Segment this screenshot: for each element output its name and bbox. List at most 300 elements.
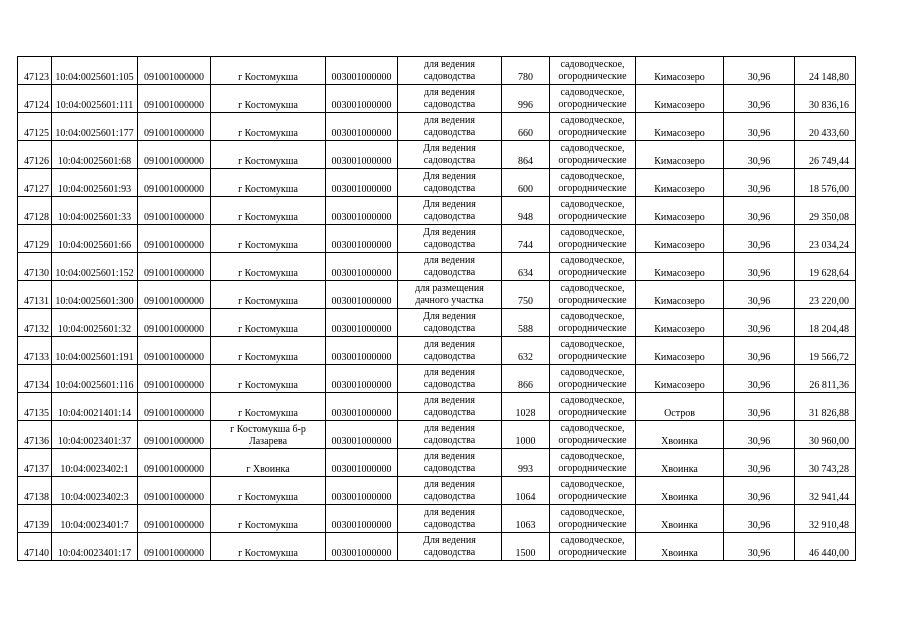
rate-cell: 30,96 [724, 85, 795, 113]
area-cell: 1500 [502, 533, 550, 561]
okato-code-cell: 091001000000 [138, 85, 211, 113]
area-cell: 744 [502, 225, 550, 253]
area-cell: 780 [502, 57, 550, 85]
permitted-use-cell [398, 253, 502, 281]
row-number-cell: 47135 [18, 393, 52, 421]
land-category-cell [550, 505, 636, 533]
land-category-cell [550, 113, 636, 141]
permitted-use-line: садоводства [423, 406, 476, 418]
location-cell [211, 337, 326, 365]
row-number-cell: 47126 [18, 141, 52, 169]
permitted-use-line: садоводства [423, 490, 476, 502]
cadastral-number-cell: 10:04:0023401:17 [52, 533, 138, 561]
land-category-line: садоводческое, [560, 114, 625, 126]
location-cell [211, 225, 326, 253]
cadastral-number-cell: 10:04:0025601:191 [52, 337, 138, 365]
permitted-use-cell [398, 365, 502, 393]
cadastral-number-cell: 10:04:0023401:37 [52, 421, 138, 449]
okato-code-cell: 091001000000 [138, 57, 211, 85]
table-row [18, 281, 856, 309]
land-category-line: огороднические [558, 518, 627, 530]
cadastral-value-cell: 18 576,00 [795, 169, 856, 197]
row-number-cell: 47127 [18, 169, 52, 197]
location-line: г Костомукша [238, 240, 298, 251]
row-number-cell: 47125 [18, 113, 52, 141]
cadastral-number-cell: 10:04:0025601:68 [52, 141, 138, 169]
cadastral-number-cell: 10:04:0025601:177 [52, 113, 138, 141]
okato-code-cell: 091001000000 [138, 533, 211, 561]
cadastral-value-cell: 26 749,44 [795, 141, 856, 169]
table-row [18, 309, 856, 337]
territory-cell: Кимасозеро [636, 85, 724, 113]
cadastral-value-cell: 23 220,00 [795, 281, 856, 309]
row-number-cell: 47136 [18, 421, 52, 449]
rate-cell: 30,96 [724, 337, 795, 365]
area-cell: 1000 [502, 421, 550, 449]
table-row [18, 253, 856, 281]
land-category-line: огороднические [558, 434, 627, 446]
area-cell: 1064 [502, 477, 550, 505]
location-cell [211, 85, 326, 113]
land-category-line: садоводческое, [560, 478, 625, 490]
oktmo-code-cell: 003001000000 [326, 85, 398, 113]
permitted-use-line: садоводства [423, 322, 476, 334]
table-row [18, 57, 856, 85]
permitted-use-line: для ведения [424, 506, 475, 518]
table-row [18, 113, 856, 141]
permitted-use-cell [398, 505, 502, 533]
row-number-cell: 47137 [18, 449, 52, 477]
land-category-line: огороднические [558, 294, 627, 306]
cadastral-value-cell: 30 836,16 [795, 85, 856, 113]
location-cell [211, 477, 326, 505]
cadastral-value-cell: 18 204,48 [795, 309, 856, 337]
permitted-use-line: садоводства [423, 210, 476, 222]
permitted-use-line: для ведения [424, 366, 475, 378]
location-cell [211, 281, 326, 309]
location-line: г Костомукша [238, 156, 298, 167]
location-line: г Костомукша [238, 492, 298, 503]
territory-cell: Кимасозеро [636, 141, 724, 169]
location-line: г Костомукша [238, 352, 298, 363]
location-line: г Костомукша [238, 268, 298, 279]
oktmo-code-cell: 003001000000 [326, 57, 398, 85]
permitted-use-line: садоводства [423, 378, 476, 390]
permitted-use-line: для ведения [424, 114, 475, 126]
permitted-use-cell [398, 57, 502, 85]
cadastral-value-cell: 30 743,28 [795, 449, 856, 477]
table-body [18, 57, 856, 561]
land-category-line: огороднические [558, 126, 627, 138]
okato-code-cell: 091001000000 [138, 449, 211, 477]
cadastral-number-cell: 10:04:0021401:14 [52, 393, 138, 421]
cadastral-number-cell: 10:04:0025601:116 [52, 365, 138, 393]
location-cell [211, 169, 326, 197]
cadastral-value-cell: 32 910,48 [795, 505, 856, 533]
area-cell: 660 [502, 113, 550, 141]
location-cell [211, 253, 326, 281]
location-cell [211, 449, 326, 477]
cadastral-value-cell: 30 960,00 [795, 421, 856, 449]
permitted-use-line: садоводства [423, 98, 476, 110]
table-row [18, 365, 856, 393]
cadastral-value-cell: 20 433,60 [795, 113, 856, 141]
land-category-line: садоводческое, [560, 534, 625, 546]
rate-cell: 30,96 [724, 309, 795, 337]
oktmo-code-cell: 003001000000 [326, 309, 398, 337]
oktmo-code-cell: 003001000000 [326, 449, 398, 477]
area-cell: 632 [502, 337, 550, 365]
location-line: г Костомукша б-р [230, 424, 306, 435]
table-row [18, 225, 856, 253]
cadastral-number-cell: 10:04:0023402:3 [52, 477, 138, 505]
permitted-use-cell [398, 477, 502, 505]
location-line: г Костомукша [238, 520, 298, 531]
land-category-cell [550, 85, 636, 113]
permitted-use-line: Для ведения [423, 534, 476, 546]
area-cell: 866 [502, 365, 550, 393]
land-category-cell [550, 281, 636, 309]
oktmo-code-cell: 003001000000 [326, 197, 398, 225]
land-category-cell [550, 337, 636, 365]
rate-cell: 30,96 [724, 533, 795, 561]
location-line: г Костомукша [238, 100, 298, 111]
permitted-use-line: Для ведения [423, 170, 476, 182]
permitted-use-line: садоводства [423, 182, 476, 194]
area-cell: 588 [502, 309, 550, 337]
land-category-cell [550, 225, 636, 253]
cadastral-number-cell: 10:04:0025601:152 [52, 253, 138, 281]
land-category-line: садоводческое, [560, 422, 625, 434]
permitted-use-line: для ведения [424, 422, 475, 434]
location-line: г Костомукша [238, 128, 298, 139]
cadastral-number-cell: 10:04:0025601:32 [52, 309, 138, 337]
oktmo-code-cell: 003001000000 [326, 477, 398, 505]
table-row [18, 421, 856, 449]
permitted-use-line: садоводства [423, 462, 476, 474]
territory-cell: Хвоинка [636, 421, 724, 449]
land-category-cell [550, 169, 636, 197]
area-cell: 750 [502, 281, 550, 309]
land-category-cell [550, 253, 636, 281]
row-number-cell: 47133 [18, 337, 52, 365]
cadastral-number-cell: 10:04:0025601:33 [52, 197, 138, 225]
rate-cell: 30,96 [724, 421, 795, 449]
okato-code-cell: 091001000000 [138, 253, 211, 281]
cadastral-value-cell: 46 440,00 [795, 533, 856, 561]
permitted-use-line: садоводства [423, 434, 476, 446]
permitted-use-cell [398, 85, 502, 113]
okato-code-cell: 091001000000 [138, 421, 211, 449]
land-category-line: садоводческое, [560, 450, 625, 462]
cadastral-number-cell: 10:04:0023402:1 [52, 449, 138, 477]
cadastral-number-cell: 10:04:0023401:7 [52, 505, 138, 533]
table-row [18, 197, 856, 225]
cadastral-value-cell: 19 566,72 [795, 337, 856, 365]
location-cell [211, 141, 326, 169]
territory-cell: Кимасозеро [636, 57, 724, 85]
rate-cell: 30,96 [724, 281, 795, 309]
permitted-use-cell [398, 337, 502, 365]
row-number-cell: 47138 [18, 477, 52, 505]
oktmo-code-cell: 003001000000 [326, 225, 398, 253]
table-row [18, 449, 856, 477]
territory-cell: Кимасозеро [636, 309, 724, 337]
permitted-use-line: Для ведения [423, 310, 476, 322]
okato-code-cell: 091001000000 [138, 505, 211, 533]
permitted-use-cell [398, 421, 502, 449]
land-category-line: огороднические [558, 182, 627, 194]
land-category-line: огороднические [558, 322, 627, 334]
land-category-line: садоводческое, [560, 338, 625, 350]
land-category-line: огороднические [558, 238, 627, 250]
permitted-use-cell [398, 449, 502, 477]
oktmo-code-cell: 003001000000 [326, 253, 398, 281]
area-cell: 634 [502, 253, 550, 281]
okato-code-cell: 091001000000 [138, 113, 211, 141]
cadastral-value-cell: 29 350,08 [795, 197, 856, 225]
permitted-use-line: Для ведения [423, 226, 476, 238]
permitted-use-cell [398, 169, 502, 197]
land-category-cell [550, 533, 636, 561]
oktmo-code-cell: 003001000000 [326, 393, 398, 421]
okato-code-cell: 091001000000 [138, 365, 211, 393]
row-number-cell: 47123 [18, 57, 52, 85]
row-number-cell: 47124 [18, 85, 52, 113]
area-cell: 1028 [502, 393, 550, 421]
location-cell [211, 309, 326, 337]
permitted-use-line: для ведения [424, 450, 475, 462]
land-category-cell [550, 393, 636, 421]
area-cell: 993 [502, 449, 550, 477]
table-row [18, 169, 856, 197]
permitted-use-line: для ведения [424, 58, 475, 70]
permitted-use-cell [398, 197, 502, 225]
land-category-line: садоводческое, [560, 86, 625, 98]
permitted-use-cell [398, 141, 502, 169]
land-category-line: садоводческое, [560, 170, 625, 182]
oktmo-code-cell: 003001000000 [326, 281, 398, 309]
permitted-use-line: садоводства [423, 154, 476, 166]
cadastral-value-cell: 19 628,64 [795, 253, 856, 281]
table-row [18, 477, 856, 505]
row-number-cell: 47129 [18, 225, 52, 253]
land-category-line: огороднические [558, 406, 627, 418]
territory-cell: Хвоинка [636, 449, 724, 477]
permitted-use-line: для ведения [424, 338, 475, 350]
cadastral-value-cell: 32 941,44 [795, 477, 856, 505]
row-number-cell: 47130 [18, 253, 52, 281]
location-line: г Костомукша [238, 324, 298, 335]
land-category-line: садоводческое, [560, 394, 625, 406]
okato-code-cell: 091001000000 [138, 281, 211, 309]
okato-code-cell: 091001000000 [138, 225, 211, 253]
location-line: г Костомукша [238, 212, 298, 223]
permitted-use-line: Для ведения [423, 142, 476, 154]
permitted-use-line: садоводства [423, 518, 476, 530]
location-line: г Костомукша [238, 408, 298, 419]
location-cell [211, 505, 326, 533]
cadastral-value-cell: 31 826,88 [795, 393, 856, 421]
permitted-use-line: дачного участка [415, 294, 484, 306]
cadastral-number-cell: 10:04:0025601:66 [52, 225, 138, 253]
cadastral-value-cell: 23 034,24 [795, 225, 856, 253]
land-category-line: огороднические [558, 98, 627, 110]
land-category-cell [550, 421, 636, 449]
okato-code-cell: 091001000000 [138, 337, 211, 365]
land-category-line: огороднические [558, 462, 627, 474]
table-row [18, 141, 856, 169]
rate-cell: 30,96 [724, 113, 795, 141]
area-cell: 600 [502, 169, 550, 197]
permitted-use-line: садоводства [423, 126, 476, 138]
land-category-line: садоводческое, [560, 254, 625, 266]
okato-code-cell: 091001000000 [138, 393, 211, 421]
permitted-use-line: для ведения [424, 254, 475, 266]
cadastral-value-cell: 24 148,80 [795, 57, 856, 85]
permitted-use-cell [398, 281, 502, 309]
location-line: г Хвоинка [246, 464, 290, 475]
land-category-line: огороднические [558, 266, 627, 278]
table-row [18, 393, 856, 421]
location-cell [211, 197, 326, 225]
rate-cell: 30,96 [724, 225, 795, 253]
territory-cell: Остров [636, 393, 724, 421]
permitted-use-line: садоводства [423, 70, 476, 82]
oktmo-code-cell: 003001000000 [326, 141, 398, 169]
location-line: г Костомукша [238, 380, 298, 391]
rate-cell: 30,96 [724, 169, 795, 197]
table-row [18, 505, 856, 533]
land-category-cell [550, 141, 636, 169]
territory-cell: Кимасозеро [636, 337, 724, 365]
land-category-line: садоводческое, [560, 282, 625, 294]
oktmo-code-cell: 003001000000 [326, 421, 398, 449]
land-category-line: садоводческое, [560, 142, 625, 154]
permitted-use-cell [398, 225, 502, 253]
rate-cell: 30,96 [724, 449, 795, 477]
cadastral-value-cell: 26 811,36 [795, 365, 856, 393]
location-line: Лазарева [248, 436, 288, 447]
rate-cell: 30,96 [724, 253, 795, 281]
permitted-use-cell [398, 533, 502, 561]
land-category-cell [550, 309, 636, 337]
row-number-cell: 47132 [18, 309, 52, 337]
cadastral-number-cell: 10:04:0025601:111 [52, 85, 138, 113]
territory-cell: Кимасозеро [636, 169, 724, 197]
row-number-cell: 47139 [18, 505, 52, 533]
okato-code-cell: 091001000000 [138, 477, 211, 505]
oktmo-code-cell: 003001000000 [326, 365, 398, 393]
permitted-use-cell [398, 309, 502, 337]
rate-cell: 30,96 [724, 197, 795, 225]
location-cell [211, 365, 326, 393]
location-cell [211, 533, 326, 561]
territory-cell: Хвоинка [636, 533, 724, 561]
land-category-cell [550, 57, 636, 85]
territory-cell: Кимасозеро [636, 281, 724, 309]
permitted-use-line: для ведения [424, 394, 475, 406]
land-category-line: огороднические [558, 378, 627, 390]
permitted-use-line: для ведения [424, 86, 475, 98]
territory-cell: Кимасозеро [636, 253, 724, 281]
oktmo-code-cell: 003001000000 [326, 533, 398, 561]
rate-cell: 30,96 [724, 505, 795, 533]
land-category-cell [550, 197, 636, 225]
land-category-line: садоводческое, [560, 366, 625, 378]
location-line: г Костомукша [238, 548, 298, 559]
land-category-line: огороднические [558, 210, 627, 222]
permitted-use-line: садоводства [423, 350, 476, 362]
table-row [18, 533, 856, 561]
okato-code-cell: 091001000000 [138, 141, 211, 169]
table-row [18, 337, 856, 365]
territory-cell: Кимасозеро [636, 113, 724, 141]
land-category-line: огороднические [558, 70, 627, 82]
land-category-line: садоводческое, [560, 310, 625, 322]
land-category-line: огороднические [558, 350, 627, 362]
land-category-line: огороднические [558, 154, 627, 166]
permitted-use-cell [398, 393, 502, 421]
location-line: г Костомукша [238, 184, 298, 195]
rate-cell: 30,96 [724, 365, 795, 393]
territory-cell: Хвоинка [636, 477, 724, 505]
land-category-cell [550, 477, 636, 505]
land-plots-table [17, 56, 856, 561]
row-number-cell: 47140 [18, 533, 52, 561]
cadastral-number-cell: 10:04:0025601:300 [52, 281, 138, 309]
territory-cell: Кимасозеро [636, 225, 724, 253]
location-cell [211, 421, 326, 449]
territory-cell: Кимасозеро [636, 197, 724, 225]
okato-code-cell: 091001000000 [138, 309, 211, 337]
territory-cell: Хвоинка [636, 505, 724, 533]
land-category-cell [550, 449, 636, 477]
area-cell: 996 [502, 85, 550, 113]
land-category-cell [550, 365, 636, 393]
oktmo-code-cell: 003001000000 [326, 337, 398, 365]
location-cell [211, 113, 326, 141]
land-category-line: садоводческое, [560, 58, 625, 70]
permitted-use-line: садоводства [423, 546, 476, 558]
land-category-line: садоводческое, [560, 506, 625, 518]
rate-cell: 30,96 [724, 57, 795, 85]
permitted-use-line: Для ведения [423, 198, 476, 210]
location-line: г Костомукша [238, 72, 298, 83]
oktmo-code-cell: 003001000000 [326, 113, 398, 141]
land-category-line: огороднические [558, 490, 627, 502]
land-category-line: садоводческое, [560, 198, 625, 210]
rate-cell: 30,96 [724, 477, 795, 505]
cadastral-number-cell: 10:04:0025601:93 [52, 169, 138, 197]
row-number-cell: 47134 [18, 365, 52, 393]
permitted-use-line: для размещения [415, 282, 484, 294]
location-cell [211, 57, 326, 85]
oktmo-code-cell: 003001000000 [326, 169, 398, 197]
row-number-cell: 47131 [18, 281, 52, 309]
rate-cell: 30,96 [724, 393, 795, 421]
area-cell: 1063 [502, 505, 550, 533]
location-line: г Костомукша [238, 296, 298, 307]
okato-code-cell: 091001000000 [138, 169, 211, 197]
area-cell: 864 [502, 141, 550, 169]
okato-code-cell: 091001000000 [138, 197, 211, 225]
row-number-cell: 47128 [18, 197, 52, 225]
table-row [18, 85, 856, 113]
location-cell [211, 393, 326, 421]
permitted-use-line: садоводства [423, 238, 476, 250]
permitted-use-cell [398, 113, 502, 141]
